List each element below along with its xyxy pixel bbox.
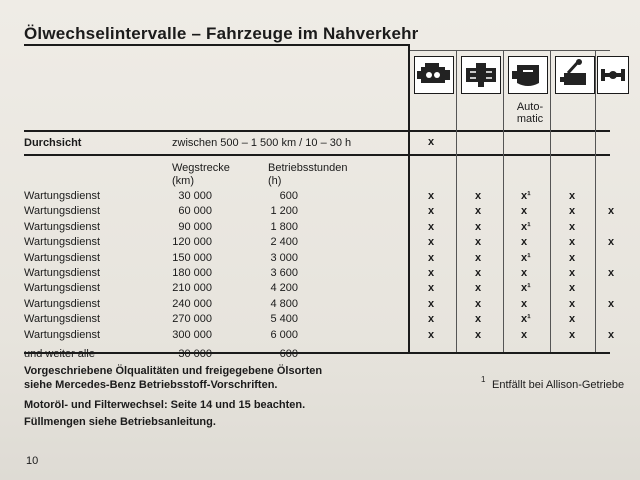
row-mark: x¹ xyxy=(521,282,531,295)
notes-line-2: siehe Mercedes-Benz Betriebsstoff-Vorschriften. xyxy=(24,379,278,391)
row-mark: x xyxy=(521,205,528,218)
row-mark: x¹ xyxy=(521,190,531,202)
row-mark: x xyxy=(475,236,482,249)
row-mark: x xyxy=(521,267,528,279)
distance-header: Wegstrecke xyxy=(172,162,230,174)
row-distance: 30 000 xyxy=(178,190,212,202)
row-distance: 300 000 xyxy=(172,328,212,341)
row-mark: x xyxy=(569,282,576,295)
icon-top-rule xyxy=(410,50,610,51)
row-hours: 3 600 xyxy=(270,267,298,279)
row-mark: x xyxy=(475,251,482,264)
notes-line-3: Motoröl- und Filterwechsel: Seite 14 und 15 beachten. xyxy=(24,399,306,411)
table-row xyxy=(24,221,604,236)
row-mark: x xyxy=(608,328,615,341)
row-label: Wartungsdienst xyxy=(24,297,101,310)
row-mark: x xyxy=(475,282,482,295)
row-mark: x xyxy=(569,297,576,310)
row-label: Wartungsdienst xyxy=(24,251,101,264)
row-mark: x xyxy=(475,190,482,202)
durchsicht-rule xyxy=(24,154,610,156)
row-mark: x¹ xyxy=(521,220,531,233)
table-row xyxy=(24,297,615,313)
notes-line-1: Vorgeschriebene Ölqualitäten und freigegebene Ölsorten xyxy=(24,365,323,377)
row-hours: 5 400 xyxy=(270,313,298,326)
row-hours: 4 800 xyxy=(270,297,298,310)
row-hours: 600 xyxy=(279,348,298,360)
engine-icon xyxy=(414,56,454,94)
row-mark: x xyxy=(569,267,576,279)
row-distance: 270 000 xyxy=(172,313,212,326)
row-hours: 1 200 xyxy=(270,205,298,218)
table-row xyxy=(24,190,604,205)
row-label: Wartungsdienst xyxy=(24,236,101,249)
row-hours: 2 400 xyxy=(270,236,298,249)
table-row xyxy=(24,313,604,328)
row-mark: x xyxy=(475,313,482,326)
power-steering-icon xyxy=(555,56,595,94)
row-mark: x xyxy=(475,205,482,218)
row-hours: 600 xyxy=(279,190,298,202)
row-mark: x¹ xyxy=(521,251,531,264)
table-row xyxy=(24,267,615,282)
footnote-number: 1 xyxy=(481,375,486,384)
notes-line-4: Füllmengen siehe Betriebsanleitung. xyxy=(24,416,216,428)
page-number: 10 xyxy=(26,455,39,467)
footnote-text: Entfällt bei Allison-Getriebe xyxy=(492,379,625,391)
hours-header: Betriebsstunden xyxy=(268,162,348,174)
page-title: Ölwechselintervalle – Fahrzeuge im Nahverkehr xyxy=(24,24,419,43)
row-mark: x xyxy=(521,297,528,310)
hours-unit: (h) xyxy=(268,175,282,187)
row-distance: 210 000 xyxy=(172,282,212,295)
table-row xyxy=(24,282,604,297)
row-mark: x xyxy=(569,251,576,264)
row-mark: x xyxy=(428,251,435,264)
row-mark: x xyxy=(428,220,435,233)
table-row xyxy=(24,205,615,220)
row-distance: 120 000 xyxy=(172,236,212,249)
row-mark: x xyxy=(428,297,435,310)
row-distance: 150 000 xyxy=(172,251,212,264)
row-hours: 3 000 xyxy=(270,251,298,264)
automatic-transmission-icon xyxy=(508,56,548,94)
row-label: Wartungsdienst xyxy=(24,282,101,295)
row-mark: x xyxy=(608,297,615,310)
table-row xyxy=(24,348,604,363)
row-label: Wartungsdienst xyxy=(24,267,101,279)
row-hours: 4 200 xyxy=(270,282,298,295)
row-mark: x xyxy=(475,297,482,310)
row-mark: x xyxy=(608,267,615,279)
row-label: Wartungsdienst xyxy=(24,205,101,218)
row-label: Wartungsdienst xyxy=(24,313,101,326)
row-mark: x xyxy=(569,313,576,326)
row-mark: x xyxy=(428,282,435,295)
row-label: Wartungsdienst xyxy=(24,190,101,202)
row-mark: x xyxy=(521,236,528,249)
table-row xyxy=(24,252,604,267)
manual-transmission-icon xyxy=(461,56,501,94)
title-rule xyxy=(24,44,410,46)
row-mark: x xyxy=(475,328,482,341)
row-mark: x xyxy=(475,267,482,279)
row-mark: x xyxy=(428,205,435,218)
header-rule xyxy=(24,130,610,132)
row-mark: x xyxy=(428,313,435,326)
row-label: Wartungsdienst xyxy=(24,220,101,233)
table-row xyxy=(24,328,615,344)
table-row xyxy=(24,236,615,251)
row-mark: x xyxy=(569,190,576,202)
row-distance: 90 000 xyxy=(178,220,212,233)
row-mark: x xyxy=(428,328,435,341)
row-mark: x xyxy=(428,267,435,279)
row-distance: 60 000 xyxy=(178,205,212,218)
row-mark: x xyxy=(521,328,528,341)
row-mark: x xyxy=(475,220,482,233)
distance-unit: (km) xyxy=(172,175,194,187)
durchsicht-label: Durchsicht xyxy=(24,137,82,149)
row-mark: x¹ xyxy=(521,313,531,326)
row-distance: 240 000 xyxy=(172,297,212,310)
durchsicht-text: zwischen 500 – 1 500 km / 10 – 30 h xyxy=(172,137,352,149)
row-mark: x xyxy=(569,328,576,341)
row-mark: x xyxy=(428,190,435,202)
row-mark: x xyxy=(608,236,615,249)
row-mark: x xyxy=(569,236,576,249)
row-mark: x xyxy=(428,236,435,249)
row-mark: x xyxy=(569,220,576,233)
row-distance: 180 000 xyxy=(172,267,212,279)
row-mark: x xyxy=(608,205,615,218)
row-mark: x xyxy=(569,205,576,218)
automatic-label: Auto-matic xyxy=(516,101,544,125)
durchsicht-mark: x xyxy=(428,136,435,148)
row-hours: 1 800 xyxy=(270,220,298,233)
axle-icon xyxy=(597,56,629,94)
row-label: Wartungsdienst xyxy=(24,328,101,341)
row-label: und weiter alle xyxy=(24,348,95,360)
row-distance: 30 000 xyxy=(178,348,212,360)
row-hours: 6 000 xyxy=(270,328,298,341)
